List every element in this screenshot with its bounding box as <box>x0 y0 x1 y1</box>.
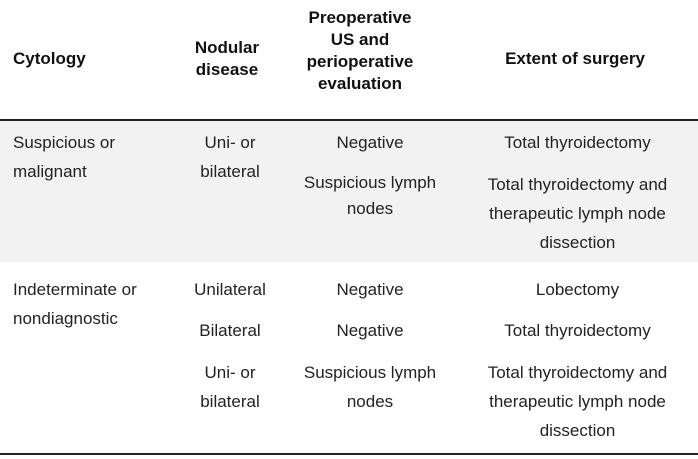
evaluation-cell: Suspicious lymph nodes <box>303 173 437 218</box>
surgery-cell: Lobectomy <box>535 280 620 299</box>
table-bottom-rule <box>0 453 698 455</box>
header-cytology: Cytology <box>13 49 86 68</box>
evaluation-cell: Suspicious lymph nodes <box>303 363 437 411</box>
cytology-suspicious: Suspicious or malignant <box>13 133 116 181</box>
header-nodular-disease: Nodular disease <box>194 38 260 79</box>
nodular-cell: Uni- or bilateral <box>200 363 260 411</box>
nodular-cell: Uni- or bilateral <box>200 133 260 181</box>
evaluation-cell: Negative <box>336 321 404 340</box>
surgery-cell: Total thyroidectomy <box>504 321 651 340</box>
header-bottom-rule <box>0 119 698 121</box>
surgery-cell: Total thyroidectomy and therapeutic lymph node dissection <box>487 175 668 252</box>
evaluation-cell: Negative <box>336 133 404 152</box>
evaluation-cell: Negative <box>336 280 404 299</box>
surgery-cell: Total thyroidectomy and therapeutic lymph node dissection <box>487 363 668 440</box>
header-extent-of-surgery: Extent of surgery <box>505 49 645 68</box>
surgery-cell: Total thyroidectomy <box>504 133 651 152</box>
nodular-cell: Bilateral <box>199 321 261 340</box>
row-separator <box>0 262 698 266</box>
header-preoperative-evaluation: Preoperative US and perioperative evaluation <box>306 8 414 93</box>
nodular-cell: Unilateral <box>194 280 266 299</box>
cytology-indeterminate: Indeterminate or nondiagnostic <box>13 280 137 328</box>
